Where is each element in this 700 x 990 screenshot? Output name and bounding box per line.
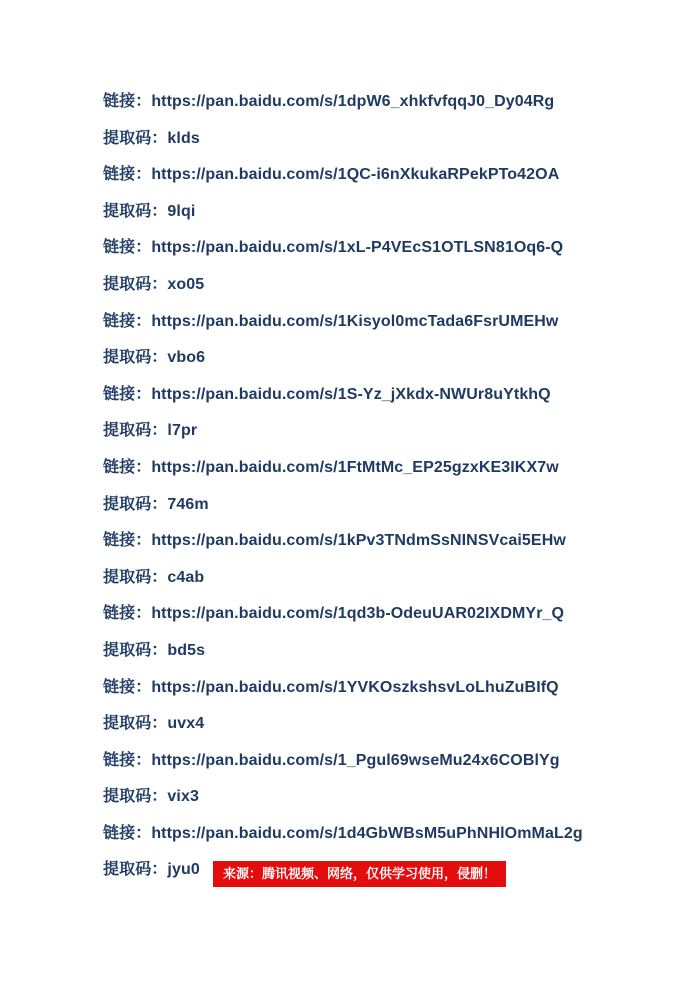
link-label: 链接：: [103, 239, 152, 257]
code-line: [103, 487, 660, 524]
link-line: [103, 743, 660, 780]
code-value: vbo6: [167, 349, 206, 367]
link-line: [103, 450, 660, 487]
link-line: [103, 523, 660, 560]
code-value: jyu0: [167, 861, 200, 879]
link-url[interactable]: https://pan.baidu.com/s/1xL-P4VEcS1OTLSN81Oq6-Q: [151, 239, 564, 257]
link-label: 链接：: [103, 532, 152, 550]
code-label: 提取码：: [103, 641, 168, 659]
code-label: 提取码：: [103, 715, 168, 733]
link-line: [103, 670, 660, 707]
link-line: [103, 230, 660, 267]
code-line: [103, 633, 660, 670]
code-line: [103, 706, 660, 743]
link-url[interactable]: https://pan.baidu.com/s/1FtMtMc_EP25gzxKE3IKX7w: [151, 458, 559, 476]
link-entry: [103, 84, 660, 157]
code-label: 提取码：: [103, 568, 168, 586]
code-line: [103, 267, 660, 304]
link-label: 链接：: [103, 93, 152, 110]
link-entry: [103, 523, 660, 596]
code-value: uvx4: [167, 715, 205, 733]
code-line: [103, 779, 660, 816]
code-label: 提取码：: [103, 129, 168, 147]
code-label: 提取码：: [103, 422, 168, 440]
link-entry: [103, 230, 660, 303]
link-url[interactable]: https://pan.baidu.com/s/1S-Yz_jXkdx-NWUr8uYtkhQ: [151, 385, 551, 403]
link-label: 链接：: [103, 824, 152, 842]
link-line: [103, 304, 660, 341]
link-line: [103, 596, 660, 633]
code-label: 提取码：: [103, 861, 168, 879]
link-label: 链接：: [103, 678, 152, 696]
link-list: [103, 84, 660, 889]
code-label: 提取码：: [103, 275, 168, 293]
link-url[interactable]: https://pan.baidu.com/s/1qd3b-OdeuUAR02IXDMYr_Q: [151, 605, 565, 623]
code-value: xo05: [167, 275, 205, 293]
link-entry: [103, 157, 660, 230]
link-label: 链接：: [103, 458, 152, 476]
link-url[interactable]: https://pan.baidu.com/s/1kPv3TNdmSsNINSVcai5EHw: [151, 532, 566, 550]
link-entry: [103, 596, 660, 669]
link-label: 链接：: [103, 385, 152, 403]
code-value: 746m: [167, 495, 209, 513]
code-label: 提取码：: [103, 495, 168, 513]
link-label: 链接：: [103, 166, 152, 184]
link-url[interactable]: https://pan.baidu.com/s/1QC-i6nXkukaRPekPTo42OA: [151, 166, 560, 184]
link-entry: [103, 670, 660, 743]
code-value: klds: [167, 129, 200, 147]
link-line: [103, 84, 660, 121]
link-entry: [103, 450, 660, 523]
code-label: 提取码：: [103, 202, 168, 220]
source-notice: 来源：腾讯视频、网络，仅供学习使用，侵删！: [213, 861, 506, 887]
code-value: l7pr: [167, 422, 198, 440]
code-line: [103, 194, 660, 231]
link-entry: [103, 304, 660, 377]
code-line: [103, 340, 660, 377]
code-line: [103, 413, 660, 450]
link-entry: [103, 377, 660, 450]
link-entry: [103, 743, 660, 816]
link-url[interactable]: https://pan.baidu.com/s/1_Pgul69wseMu24x6COBlYg: [151, 751, 560, 769]
link-label: 链接：: [103, 751, 152, 769]
code-value: bd5s: [167, 641, 206, 659]
code-value: 9lqi: [167, 202, 196, 220]
link-line: [103, 157, 660, 194]
link-url[interactable]: https://pan.baidu.com/s/1YVKOszkshsvLoLhuZuBIfQ: [151, 678, 559, 696]
link-line: [103, 816, 660, 853]
link-line: [103, 377, 660, 414]
link-url[interactable]: https://pan.baidu.com/s/1d4GbWBsM5uPhNHlOmMaL2g: [151, 824, 583, 842]
link-label: 链接：: [103, 312, 152, 330]
code-line: [103, 560, 660, 597]
code-value: vix3: [167, 788, 199, 806]
code-label: 提取码：: [103, 788, 168, 806]
code-value: c4ab: [167, 568, 205, 586]
link-url[interactable]: https://pan.baidu.com/s/1dpW6_xhkfvfqqJ0_Dy04Rg: [151, 93, 555, 110]
link-label: 链接：: [103, 605, 152, 623]
link-url[interactable]: https://pan.baidu.com/s/1Kisyol0mcTada6FsrUMEHw: [151, 312, 559, 330]
code-line: [103, 121, 660, 158]
code-label: 提取码：: [103, 349, 168, 367]
